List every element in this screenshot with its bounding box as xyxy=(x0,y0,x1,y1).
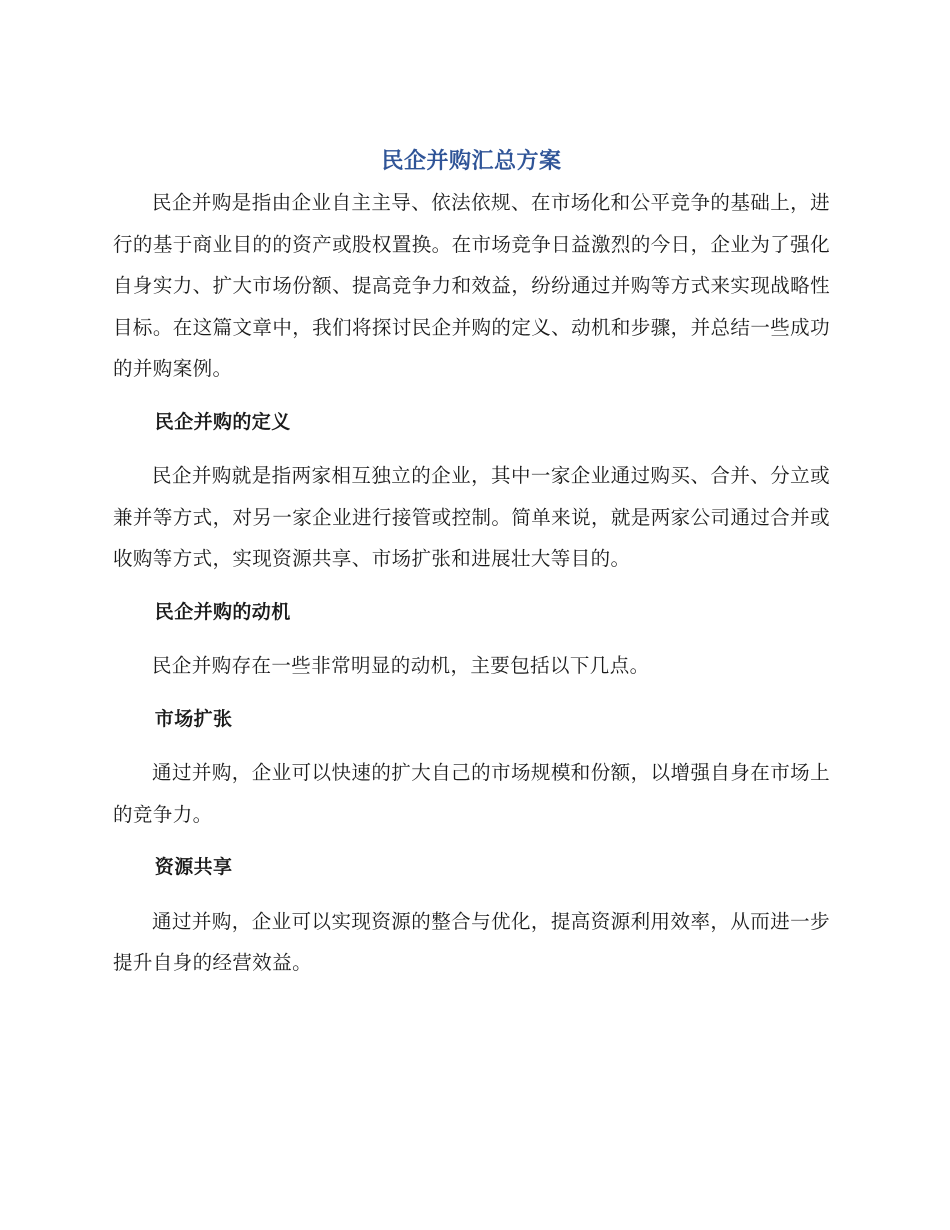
section-definition xyxy=(113,402,830,580)
document-title: 民企并购汇总方案 xyxy=(381,149,562,174)
section-paragraph: 通过并购，企业可以快速的扩大自己的市场规模和份额，以增强自身在市场上的竞争力。 xyxy=(113,761,830,826)
section-paragraph: 民企并购就是指两家相互独立的企业，其中一家企业通过购买、合并、分立或兼并等方式，对另一家企业进行接管或控制。简单来说，就是两家公司通过合并或收购等方式，实现资源共享、市场扩张和进展壮大等目的。 xyxy=(113,464,830,570)
section-motivation xyxy=(113,592,830,687)
section-market-expansion xyxy=(113,699,830,836)
section-resource-sharing xyxy=(113,847,830,984)
section-paragraph: 通过并购，企业可以实现资源的整合与优化，提高资源利用效率，从而进一步提升自身的经营效益。 xyxy=(113,909,830,974)
section-heading: 市场扩张 xyxy=(154,707,233,730)
section-heading: 资源共享 xyxy=(154,856,233,878)
section-heading: 民企并购的定义 xyxy=(154,410,291,433)
intro-paragraph: 民企并购是指由企业自主主导、依法依规、在市场化和公平竞争的基础上，进行的基于商业目的的资产或股权置换。在市场竞争日益激烈的今日，企业为了强化自身实力、扩大市场份额、提高竞争力和效益，纷纷通过并购等方式来实现战略性目标。在这篇文章中，我们将探讨民企并购的定义、动机和步骤，并总结一些成功的并购案例。 xyxy=(113,191,830,380)
document-page xyxy=(113,142,830,984)
section-heading: 民企并购的动机 xyxy=(154,600,291,623)
section-paragraph: 民企并购存在一些非常明显的动机，主要包括以下几点。 xyxy=(152,654,650,677)
